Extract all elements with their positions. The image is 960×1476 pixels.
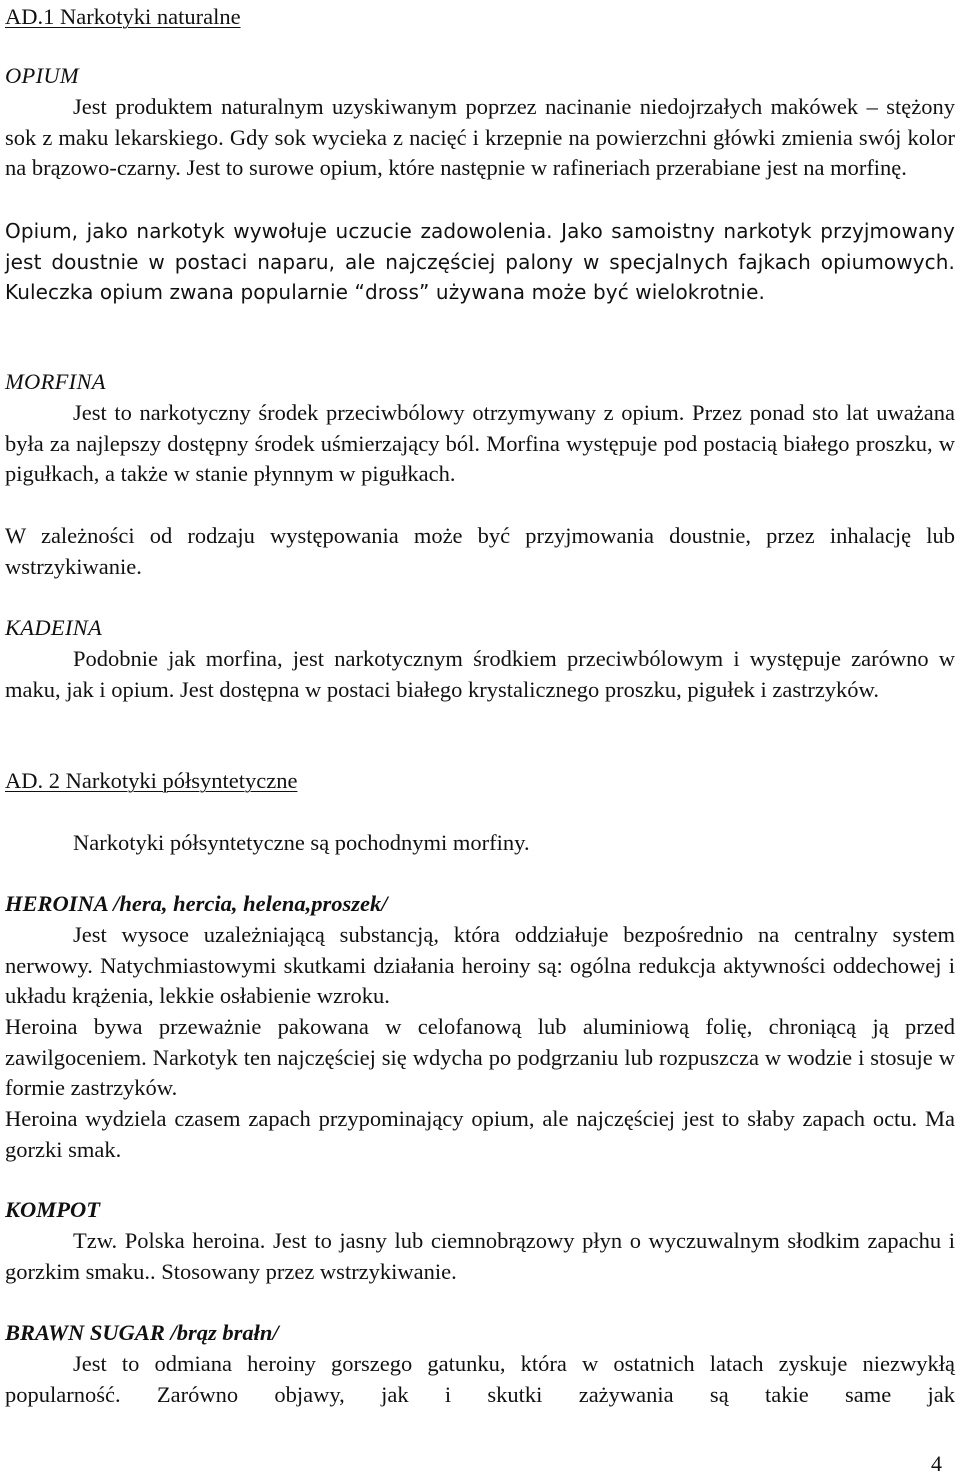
heroina-paragraph-3: Heroina wydziela czasem zapach przypominający opium, ale najczęściej jest to słaby zapach octu. Ma gorzki smak. <box>5 1106 955 1162</box>
opium-title: OPIUM <box>5 63 79 88</box>
page-number: 4 <box>931 1451 942 1476</box>
ad1-heading: AD.1 Narkotyki naturalne <box>5 4 241 29</box>
opium-paragraph-1: Jest produktem naturalnym uzyskiwanym poprzez nacinanie niedojrzałych makówek – stężony sok z maku lekarskiego. Gdy sok wycieka z nacięć i krzepnie na powierzchni główki zmienia swój kolor na brązowo-czarny. Jest to surowe opium, które następnie w rafineriach przerabiane jest na morfinę. <box>5 94 955 181</box>
morfina-title: MORFINA <box>5 369 106 394</box>
kadeina-title: KADEINA <box>5 615 103 640</box>
opium-paragraph-2: Opium, jako narkotyk wywołuje uczucie zadowolenia. Jako samoistny narkotyk przyjmowany jest doustnie w postaci naparu, ale najczęściej palony w specjalnych fajkach opiumowych. Kuleczka opium zwana popularnie “dross” używana może być wielokrotnie. <box>5 219 955 305</box>
morfina-paragraph-2: W zależności od rodzaju występowania może być przyjmowania doustnie, przez inhalację lub wstrzykiwanie. <box>5 523 955 579</box>
heroina-paragraph-1: Jest wysoce uzależniającą substancją, która oddziałuje bezpośrednio na centralny system nerwowy. Natychmiastowymi skutkami działania heroiny są: ogólna redukcja aktywności oddechowej i układu krążenia, lekkie osłabienie wzroku. <box>5 922 955 1009</box>
ad2-intro: Narkotyki półsyntetyczne są pochodnymi morfiny. <box>73 830 530 855</box>
brawn-sugar-title: BRAWN SUGAR /brąz brałn/ <box>5 1320 279 1345</box>
brawn-sugar-paragraph-1: Jest to odmiana heroiny gorszego gatunku, która w ostatnich latach zyskuje niezwykłą popularność. Zarówno objawy, jak i skutki zażywania są takie same jak <box>5 1351 955 1407</box>
ad2-heading: AD. 2 Narkotyki półsyntetyczne <box>5 768 298 793</box>
kompot-paragraph-1: Tzw. Polska heroina. Jest to jasny lub ciemnobrązowy płyn o wyczuwalnym słodkim zapachu i gorzkim smaku.. Stosowany przez wstrzykiwanie. <box>5 1228 955 1284</box>
kadeina-paragraph-1: Podobnie jak morfina, jest narkotycznym środkiem przeciwbólowym i występuje zarówno w maku, jak i opium. Jest dostępna w postaci białego krystalicznego proszku, pigułek i zastrzyków. <box>5 646 955 702</box>
heroina-title: HEROINA /hera, hercia, helena,proszek/ <box>5 891 388 916</box>
kompot-title: KOMPOT <box>5 1197 100 1222</box>
morfina-paragraph-1: Jest to narkotyczny środek przeciwbólowy otrzymywany z opium. Przez ponad sto lat uważana była za najlepszy dostępny środek uśmierzający ból. Morfina występuje pod postacią białego proszku, w pigułkach, a także w stanie płynnym w pigułkach. <box>5 400 955 487</box>
heroina-paragraph-2: Heroina bywa przeważnie pakowana w celofanową lub aluminiową folię, chroniącą ją przed zawilgoceniem. Narkotyk ten najczęściej się wdycha po podgrzaniu lub rozpuszcza w wodzie i stosuje w formie zastrzyków. <box>5 1014 955 1101</box>
